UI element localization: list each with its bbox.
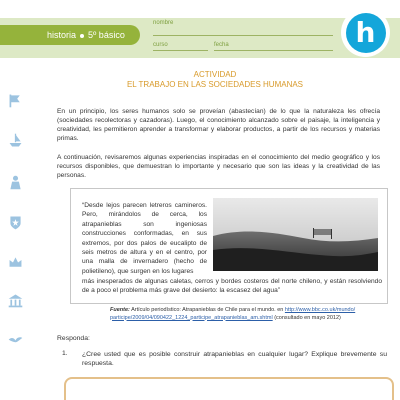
questions-heading: Responda: — [57, 335, 90, 342]
grade-label: 5º básico — [88, 30, 125, 40]
source-link[interactable]: http://www.bbc.co.uk/mundo/ participe/2009/04/090422_1224_participe_atrapanieblas_am.shtml — [110, 307, 356, 321]
subject-label: historia — [47, 30, 77, 40]
question-text: ¿Cree usted que es posible construir atrapanieblas en cualquier lugar? Explique brevemente su respuesta. — [82, 351, 387, 367]
crown-icon — [7, 254, 24, 271]
source-date: (consultado en mayo 2012) — [272, 314, 341, 321]
quote-text-continued: más inesperados de algunas caletas, cerros y bordes costeros del norte chileno, y están resolviendo de a poco el problema más grave del desierto: la escasez del agua” — [82, 278, 382, 294]
source-text: Artículo periodístico: Atrapanieblas de Chile para el mundo. en — [129, 307, 285, 313]
source-citation — [110, 307, 392, 322]
sidebar-icons — [0, 62, 30, 400]
logo-letter: h — [346, 13, 386, 53]
fog-catcher-photo — [213, 198, 378, 271]
coat-of-arms-icon — [7, 214, 24, 231]
date-label: fecha — [214, 42, 229, 48]
separator-dot-icon — [80, 34, 84, 38]
context-paragraph: A continuación, revisaremos algunas experiencias inspiradas en el conocimiento del medio geográfico y los recursos disponibles, que demuestran lo importante y necesario que son las ideas y la creatividad de las personas. — [57, 154, 380, 179]
subject-tab — [0, 25, 140, 45]
question-number: 1. — [62, 350, 68, 357]
flag-icon — [7, 92, 24, 109]
answer-box[interactable] — [64, 377, 394, 400]
activity-subtitle: EL TRABAJO EN LAS SOCIEDADES HUMANAS — [126, 80, 304, 89]
fog-catcher-image — [213, 198, 378, 271]
worksheet-header — [0, 0, 400, 62]
bird-icon — [7, 332, 24, 349]
logo — [341, 8, 390, 57]
building-icon — [7, 292, 24, 309]
name-field[interactable] — [153, 35, 333, 36]
ship-icon — [7, 132, 24, 149]
activity-title: ACTIVIDAD — [193, 70, 237, 79]
intro-paragraph: En un principio, los seres humanos solo se proveían (abastecían) de lo que la naturaleza les ofrecía (sociedades recolectoras y cazadoras). Luego, el conocimiento alcanzado sobre el paisaje, la inteligencia y creatividad, les permitieron aprender a transformar y elaborar productos, a partir de los recursos y materias primas. — [57, 108, 380, 142]
source-label: Fuente: — [110, 307, 130, 313]
course-label: curso — [153, 42, 168, 48]
date-field[interactable] — [214, 50, 333, 51]
course-field[interactable] — [153, 50, 208, 51]
reading-figure-icon — [7, 174, 24, 191]
quote-text-column: “Desde lejos parecen letreros camineros. Pero, mirándolos de cerca, los atrapanieblas son ingeniosas construcciones conformadas, en sus extremos, por dos palos de eucalipto de seis metros de altura y en el centro, por una malla de invernadero (hecho de polietileno), que surgen en los lugares — [82, 202, 207, 275]
name-label: nombre — [153, 20, 174, 26]
